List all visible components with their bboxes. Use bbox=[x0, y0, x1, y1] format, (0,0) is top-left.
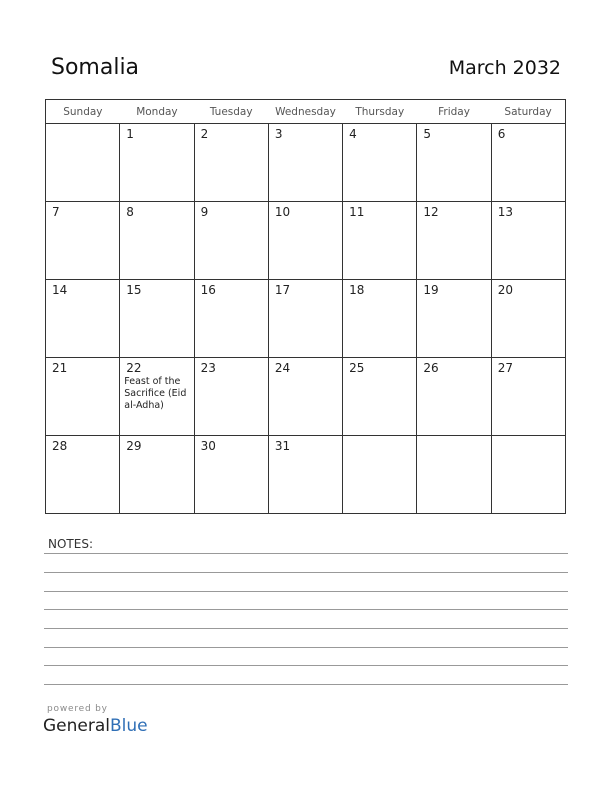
day-cell bbox=[268, 124, 342, 202]
day-cell bbox=[491, 280, 565, 358]
day-cell bbox=[491, 202, 565, 280]
day-number: 8 bbox=[126, 205, 134, 219]
brand-blue: Blue bbox=[110, 716, 148, 736]
day-cell bbox=[343, 358, 417, 436]
day-cell bbox=[194, 436, 268, 514]
day-cell bbox=[120, 358, 194, 436]
notes-line bbox=[44, 628, 568, 629]
weekday-wednesday: Wednesday bbox=[268, 100, 342, 124]
day-number: 20 bbox=[497, 283, 513, 297]
notes-line bbox=[44, 665, 568, 666]
day-cell bbox=[46, 124, 120, 202]
day-number: 14 bbox=[52, 283, 68, 297]
day-number: 6 bbox=[497, 127, 506, 141]
day-cell bbox=[491, 124, 565, 202]
week-row bbox=[46, 124, 566, 202]
day-cell bbox=[46, 358, 120, 436]
day-number: 5 bbox=[423, 127, 432, 141]
brand-general: General bbox=[43, 716, 110, 736]
day-number: 3 bbox=[274, 127, 283, 141]
month-year-title: March 2032 bbox=[448, 57, 561, 79]
weekday-saturday: Saturday bbox=[491, 100, 565, 124]
day-cell bbox=[417, 436, 491, 514]
day-cell bbox=[417, 280, 491, 358]
day-number: 11 bbox=[349, 205, 365, 219]
day-cell bbox=[120, 202, 194, 280]
day-cell bbox=[194, 358, 268, 436]
day-cell bbox=[46, 202, 120, 280]
day-number: 31 bbox=[274, 439, 291, 453]
day-cell bbox=[343, 280, 417, 358]
day-cell bbox=[120, 436, 194, 514]
day-number: 1 bbox=[126, 127, 134, 141]
week-row bbox=[46, 202, 566, 280]
day-cell bbox=[194, 280, 268, 358]
generalblue-logo bbox=[43, 716, 148, 736]
day-number: 10 bbox=[274, 205, 291, 219]
day-cell bbox=[491, 436, 565, 514]
day-number: 16 bbox=[200, 283, 216, 297]
notes-line bbox=[44, 572, 568, 573]
powered-by-text: powered by bbox=[47, 704, 108, 714]
day-cell bbox=[343, 436, 417, 514]
day-cell bbox=[268, 202, 342, 280]
holiday-label: Feast of the Sacrifice (Eid al-Adha) bbox=[124, 376, 187, 411]
day-number: 27 bbox=[497, 361, 513, 375]
day-number: 22 bbox=[126, 361, 142, 375]
day-number: 26 bbox=[423, 361, 439, 375]
day-cell bbox=[120, 124, 194, 202]
day-cell bbox=[417, 202, 491, 280]
notes-line bbox=[44, 647, 568, 648]
day-cell bbox=[343, 124, 417, 202]
day-number: 12 bbox=[423, 205, 439, 219]
day-number: 9 bbox=[200, 205, 209, 219]
notes-line bbox=[44, 609, 568, 610]
day-cell bbox=[46, 280, 120, 358]
notes-line bbox=[44, 553, 568, 554]
day-cell bbox=[268, 358, 342, 436]
day-number: 21 bbox=[52, 361, 68, 375]
notes-line bbox=[44, 684, 568, 685]
week-row bbox=[46, 280, 566, 358]
day-cell bbox=[343, 202, 417, 280]
calendar-grid bbox=[45, 99, 566, 514]
day-cell bbox=[46, 436, 120, 514]
notes-line bbox=[44, 591, 568, 592]
day-number: 28 bbox=[52, 439, 68, 453]
weekday-tuesday: Tuesday bbox=[194, 100, 268, 124]
day-cell bbox=[491, 358, 565, 436]
day-number: 2 bbox=[200, 127, 209, 141]
day-cell bbox=[417, 124, 491, 202]
day-cell bbox=[194, 124, 268, 202]
day-cell bbox=[417, 358, 491, 436]
day-number: 24 bbox=[274, 361, 291, 375]
weekday-header-row bbox=[46, 100, 566, 124]
day-number: 18 bbox=[349, 283, 365, 297]
day-number: 23 bbox=[200, 361, 216, 375]
day-number: 4 bbox=[349, 127, 357, 141]
day-cell bbox=[268, 436, 342, 514]
weekday-sunday: Sunday bbox=[46, 100, 120, 124]
day-cell bbox=[120, 280, 194, 358]
day-cell bbox=[268, 280, 342, 358]
weekday-monday: Monday bbox=[120, 100, 194, 124]
week-row bbox=[46, 358, 566, 436]
day-cell bbox=[194, 202, 268, 280]
weekday-thursday: Thursday bbox=[343, 100, 417, 124]
day-number: 13 bbox=[497, 205, 513, 219]
day-number: 17 bbox=[274, 283, 291, 297]
weekday-friday: Friday bbox=[417, 100, 491, 124]
day-number: 15 bbox=[126, 283, 142, 297]
week-row bbox=[46, 436, 566, 514]
day-number: 30 bbox=[200, 439, 216, 453]
day-number: 29 bbox=[126, 439, 142, 453]
country-title: Somalia bbox=[51, 55, 140, 80]
day-number: 19 bbox=[423, 283, 439, 297]
day-number: 7 bbox=[52, 205, 60, 219]
notes-label: NOTES: bbox=[48, 537, 93, 551]
day-number: 25 bbox=[349, 361, 365, 375]
